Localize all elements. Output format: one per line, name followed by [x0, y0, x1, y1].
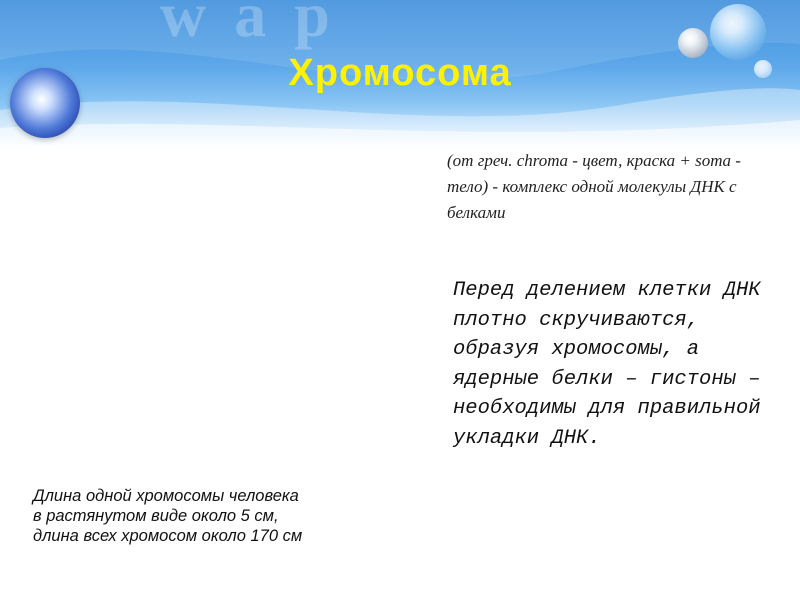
description-text: Перед делением клетки ДНК плотно скручиваются, образуя хромосомы, а ядерные белки – гистоны – необходимы для правильной укладки ДНК.: [453, 279, 761, 450]
slide-title: Хромосома: [288, 52, 512, 94]
definition-text: (от греч. chroma - цвет, краска + soma - тело) - комплекс одной молекулы ДНК с белками: [447, 151, 741, 222]
banner-watermark-decoration: w a p: [160, 0, 336, 50]
chromosome-length-note: Длина одной хромосомы человека в растянутом виде около 5 см, длина всех хромосом около 170 см: [33, 487, 303, 545]
